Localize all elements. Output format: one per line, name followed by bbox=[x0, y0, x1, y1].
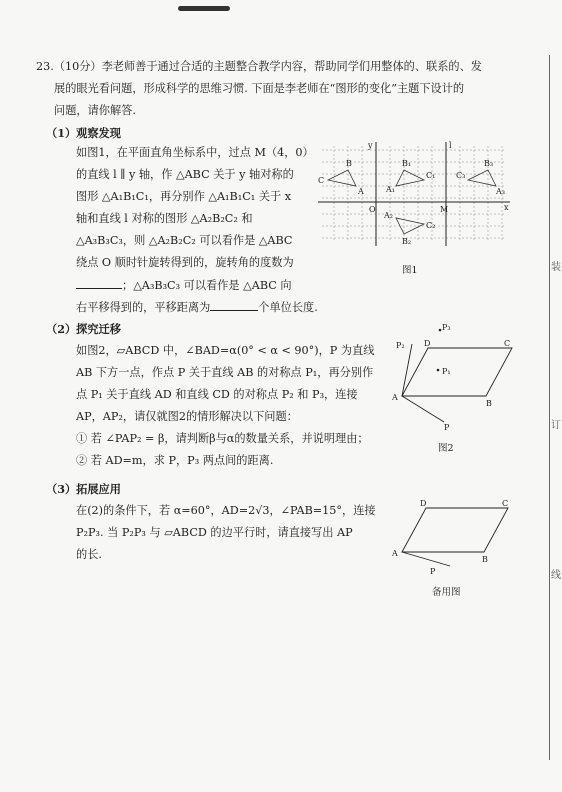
part1-line-6: 绕点 O 顺时针旋转得到的，旋转角的度数为 bbox=[76, 256, 294, 269]
label-m: M bbox=[440, 205, 449, 214]
question-line-2: 展的眼光看问题，形成科学的思维习惯. 下面是李老师在“图形的变化”主题下设计的 bbox=[54, 82, 465, 95]
part3-line-2: P₂P₃. 当 P₂P₃ 与 ▱ABCD 的边平行时，请直接写出 AP bbox=[76, 526, 353, 539]
part1-line-1: 如图1，在平面直角坐标系中，过点 M（4，0） bbox=[76, 146, 314, 159]
part2-line-6: ② 若 AD=m，求 P，P₃ 两点间的距离. bbox=[76, 454, 274, 467]
part3-title: （3）拓展应用 bbox=[46, 482, 121, 496]
part1-line-2: 的直线 l ∥ y 轴，作 △ABC 关于 y 轴对称的 bbox=[76, 168, 294, 181]
spare-label-d: D bbox=[420, 499, 427, 508]
triangle-abc bbox=[328, 170, 356, 186]
question-line-3: 问题，请你解答. bbox=[54, 104, 136, 117]
label-b2: B₂ bbox=[402, 237, 412, 246]
fig2-label-p3: P₃ bbox=[442, 323, 451, 332]
margin-label-2: 订 bbox=[551, 420, 561, 431]
spare-label-p: P bbox=[430, 567, 436, 576]
part2-line-4: AP，AP₂，请仅就图2的情形解决以下问题： bbox=[76, 410, 298, 423]
part1-line-5: △A₃B₃C₃，则 △A₂B₂C₂ 可以看作是 △ABC bbox=[76, 234, 293, 247]
answer-blank-2[interactable] bbox=[210, 300, 258, 311]
label-b1: B₁ bbox=[402, 159, 412, 168]
label-a3: A₃ bbox=[496, 187, 505, 196]
label-l: l bbox=[449, 141, 452, 150]
part2-title: （2）探究迁移 bbox=[46, 322, 121, 336]
fig2-label-p: P bbox=[444, 423, 450, 432]
part2-line-5: ① 若 ∠PAP₂ = β，请判断β与α的数量关系，并说明理由； bbox=[76, 432, 369, 445]
part1-title: （1）观察发现 bbox=[46, 126, 121, 140]
part1-line-8: 右平移得到的，平移距离为 个单位长度. bbox=[76, 301, 318, 314]
figure1-caption: 图1 bbox=[402, 265, 418, 276]
margin-label-3: 线 bbox=[551, 570, 561, 581]
figure2-caption: 图2 bbox=[438, 443, 454, 454]
figure-2 bbox=[390, 318, 520, 438]
label-c2: C₂ bbox=[426, 221, 436, 230]
part1-line-4: 轴和直线 l 对称的图形 △A₂B₂C₂ 和 bbox=[76, 212, 253, 225]
triangle-a1b1c1 bbox=[396, 170, 424, 186]
fig2-label-a: A bbox=[392, 393, 398, 402]
margin-label-1: 装 bbox=[551, 262, 561, 273]
label-y: y bbox=[368, 141, 373, 150]
point-p3 bbox=[439, 329, 442, 332]
fig2-label-p1: P₁ bbox=[442, 367, 451, 376]
fig2-label-c: C bbox=[504, 339, 511, 348]
parallelogram-abcd bbox=[402, 348, 512, 396]
binding-mark bbox=[178, 6, 230, 11]
label-b: B bbox=[346, 159, 352, 168]
part3-line-1: 在(2)的条件下，若 α=60°，AD=2√3，∠PAB=15°，连接 bbox=[76, 504, 376, 517]
question-line-1: 23.（10分）李老师善于通过合适的主题整合教学内容，帮助同学们用整体的、联系的、发 bbox=[36, 60, 482, 73]
binding-line bbox=[549, 55, 550, 760]
point-p1 bbox=[437, 369, 440, 372]
part2-line-1: 如图2，▱ABCD 中，∠BAD=α(0° < α < 90°)，P 为直线 bbox=[76, 344, 375, 357]
part2-line-3: 点 P₁ 关于直线 AD 和直线 CD 的对称点 P₂ 和 P₃，连接 bbox=[76, 388, 358, 401]
part1-line-3: 图形 △A₁B₁C₁，再分别作 △A₁B₁C₁ 关于 x bbox=[76, 190, 292, 203]
triangle-a3b3c3 bbox=[468, 170, 496, 186]
spare-label-c: C bbox=[502, 499, 509, 508]
label-c1: C₁ bbox=[426, 171, 436, 180]
label-o: O bbox=[369, 205, 376, 214]
spare-label-a: A bbox=[392, 549, 398, 558]
spare-segment-ap bbox=[402, 552, 450, 566]
part2-line-2: AB 下方一点，作点 P 关于直线 AB 的对称点 P₁，再分别作 bbox=[76, 366, 374, 379]
label-a: A bbox=[358, 187, 364, 196]
label-c: C bbox=[318, 176, 325, 185]
label-x: x bbox=[504, 203, 509, 212]
spare-parallelogram-abcd bbox=[402, 508, 508, 552]
segment-ap2 bbox=[402, 344, 412, 396]
fig2-label-p2: P₂ bbox=[396, 341, 405, 350]
fig2-label-b: B bbox=[486, 399, 492, 408]
label-a2: A₂ bbox=[384, 211, 393, 220]
label-b3: B₃ bbox=[484, 159, 494, 168]
figure-spare bbox=[390, 494, 520, 580]
label-a1: A₁ bbox=[386, 185, 395, 194]
figure-1 bbox=[314, 138, 514, 260]
answer-blank-1[interactable] bbox=[76, 278, 122, 289]
part3-line-3: 的长. bbox=[76, 548, 102, 561]
spare-label-b: B bbox=[482, 555, 488, 564]
segment-ap bbox=[402, 396, 444, 422]
spare-figure-caption: 备用图 bbox=[432, 587, 461, 598]
part1-line-7: ；△A₃B₃C₃ 可以看作是 △ABC 向 bbox=[76, 278, 292, 293]
fig2-label-d: D bbox=[424, 339, 431, 348]
label-c3: C₃ bbox=[456, 171, 466, 180]
